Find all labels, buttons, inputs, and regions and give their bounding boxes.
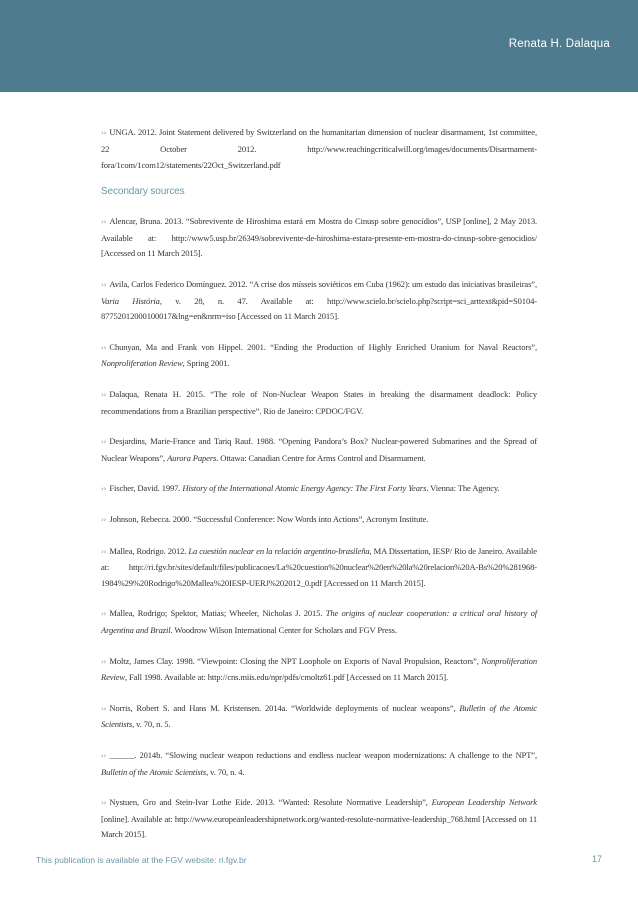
- reference-text: , v. 70, n. 5.: [132, 719, 171, 730]
- reference-entry: [101, 748, 537, 781]
- reference-entry: [101, 277, 537, 325]
- reference-title: Varia História: [101, 295, 160, 306]
- footer-note: This publication is available at the FGV website: ri.fgv.br: [36, 855, 247, 865]
- reference-text: Johnson, Rebecca. 2000. “Successful Conference: Now Words into Actions”, Acronym Institute.: [109, 514, 429, 525]
- reference-title: La cuestión nuclear en la relación argentino-brasileña: [188, 545, 370, 556]
- reference-text: Avila, Carlos Federico Domínguez. 2012. “A crise dos mísseis soviéticos em Cuba (1962): um estudo das iniciativas brasileiras”,: [109, 278, 537, 289]
- bullet-chevron-icon: ››: [101, 437, 107, 446]
- header-author: Renata H. Dalaqua: [508, 38, 610, 50]
- reference-text: Chunyan, Ma and Frank von Hippel. 2001. “Ending the Production of Highly Enriched Uranium for Naval Reactors”,: [109, 341, 537, 352]
- bullet-chevron-icon: ››: [101, 657, 107, 666]
- reference-text: Alencar, Bruna. 2013. “Sobrevivente de Hiroshima estará em Mostra do Cinusp sobre genocídios”, USP [online], 2 May 2013. Available at: http://www5.usp.br/26349/sobrevivente-de-hiroshima-estara-presente-em-mostra-do-cinusp-sobre-genocidios/ [Accessed on 11 March 2015].: [101, 215, 537, 259]
- reference-text: Moltz, James Clay. 1998. “Viewpoint: Closing the NPT Loophole on Exports of Naval Propulsion, Reactors”,: [109, 655, 482, 666]
- reference-title: History of the International Atomic Energy Agency: The First Forty Years: [182, 482, 427, 493]
- reference-entry: [101, 387, 537, 420]
- reference-text: , Spring 2001.: [182, 358, 230, 369]
- bullet-chevron-icon: ››: [101, 343, 107, 352]
- reference-title: Nonproliferation Review: [101, 358, 183, 369]
- reference-text: Mallea, Rodrigo; Spektor, Matias; Wheeler, Nicholas J. 2015.: [109, 608, 326, 619]
- reference-text: . Woodrow Wilson International Center for Scholars and FGV Press.: [170, 625, 397, 636]
- reference-text: UNGA. 2012. Joint Statement delivered by Switzerland on the humanitarian dimension of nuclear disarmament, 1st committee, 22 October 2012. http://www.reachingcriticalwill.org/images/documents/Disarmament-fora/1com/1com12/statements/22Oct_Switzerland.pdf: [101, 127, 537, 170]
- bullet-chevron-icon: ››: [101, 798, 107, 807]
- reference-entry: [101, 544, 537, 592]
- header-band: [0, 0, 638, 92]
- reference-entry: [101, 795, 537, 843]
- reference-title: The origins of nuclear cooperation: a critical oral history of Argentina and Brazil: [101, 608, 537, 636]
- bullet-chevron-icon: ››: [101, 390, 107, 399]
- reference-entry: [101, 512, 537, 529]
- bullet-chevron-icon: ››: [101, 217, 107, 226]
- reference-text: , v. 28, n. 47. Available at: http://www.scielo.br/scielo.php?script=sci_arttext&pid=S0104-87752012000100017&lng=en&nrm=iso [Accessed on 11 March 2015].: [101, 295, 537, 322]
- bullet-chevron-icon: ››: [101, 129, 107, 137]
- primary-references-list: [101, 125, 537, 173]
- reference-text: ______. 2014b. “Slowing nuclear weapon reductions and endless nuclear weapon modernizations: A challenge to the NPT”,: [109, 749, 537, 760]
- bullet-chevron-icon: ››: [101, 704, 107, 713]
- reference-entry: [101, 654, 537, 687]
- reference-text: Fischer, David. 1997.: [109, 482, 183, 493]
- reference-title: Nonproliferation Review: [101, 655, 537, 683]
- reference-title: European Leadership Network: [431, 796, 537, 807]
- reference-entry: [101, 340, 537, 373]
- bullet-chevron-icon: ››: [101, 280, 107, 289]
- bullet-chevron-icon: ››: [101, 484, 107, 493]
- reference-text: , v. 70, n. 4.: [206, 766, 245, 777]
- reference-entry: [101, 434, 537, 467]
- section-heading-secondary-sources: Secondary sources: [101, 185, 185, 197]
- reference-text: . Vienna: The Agency.: [426, 482, 500, 493]
- reference-entry: [101, 481, 537, 498]
- bullet-chevron-icon: ››: [101, 547, 107, 556]
- reference-title: Bulletin of the Atomic Scientists: [101, 702, 537, 730]
- reference-entry: [101, 214, 537, 262]
- reference-title: Bulletin of the Atomic Scientists: [101, 766, 207, 777]
- reference-text: Nystuen, Gro and Stein-Ivar Lothe Eide. 2013. “Wanted: Resolute Normative Leadership”,: [109, 796, 432, 807]
- reference-entry: [101, 701, 537, 734]
- reference-entry: [101, 606, 537, 639]
- reference-text: Norris, Robert S. and Hans M. Kristensen. 2014a. “Worldwide deployments of nuclear weapons”,: [109, 702, 460, 713]
- bullet-chevron-icon: ››: [101, 516, 107, 525]
- reference-text: [online]. Available at: http://www.europeanleadershipnetwork.org/wanted-resolute-normative-leadership_768.html [Accessed on 11 March 2015].: [101, 813, 537, 840]
- reference-text: Dalaqua, Renata H. 2015. “The role of Non-Nuclear Weapon States in breaking the disarmament deadlock: Policy recommendations from a Brazilian perspective”. Rio de Janeiro: CPDOC/FGV.: [101, 388, 537, 416]
- page-number: 17: [591, 854, 602, 864]
- reference-title: Aurora Papers: [167, 452, 217, 463]
- reference-text: Desjardins, Marie-France and Tariq Rauf. 1988. “Opening Pandora’s Box? Nuclear-powered Submarines and the Spread of Nuclear Weapons”,: [101, 435, 537, 463]
- reference-entry: [101, 125, 537, 173]
- reference-text: , MA Dissertation, IESP/ Rio de Janeiro. Available at: http://ri.fgv.br/sites/default/files/publicacoes/La%20cuestion%20nuclear%20en%20la%20relacion%20A-Bs%20%281968-1984%29%20Rodrigo%20Mallea%20IESP-UERJ%202012_0.pdf [Accessed on 11 March 2015].: [101, 545, 537, 589]
- bullet-chevron-icon: ››: [101, 610, 107, 619]
- bullet-chevron-icon: ››: [101, 751, 107, 760]
- secondary-references-list: [101, 214, 537, 843]
- reference-text: , Fall 1998. Available at: http://cns.miis.edu/npr/pdfs/cmoltz61.pdf [Accessed on 11 March 2015].: [124, 672, 449, 683]
- reference-text: Mallea, Rodrigo. 2012.: [109, 545, 189, 556]
- reference-text: . Ottawa: Canadian Centre for Arms Control and Disarmament.: [216, 452, 426, 463]
- references-content: [101, 125, 537, 858]
